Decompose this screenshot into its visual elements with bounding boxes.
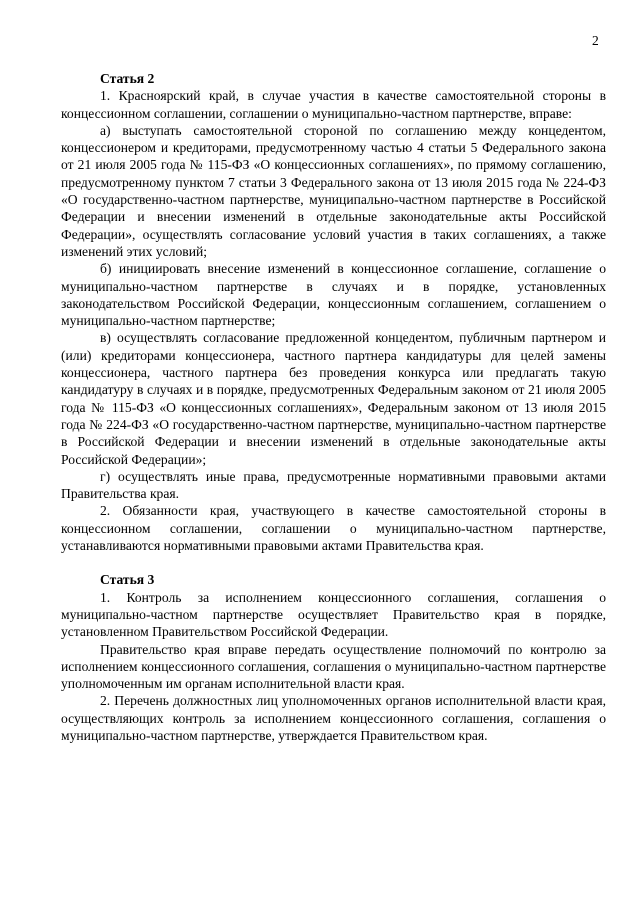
section-gap <box>61 554 606 571</box>
document-body <box>61 70 606 744</box>
article-2-item-g: г) осуществлять иные права, предусмотренные нормативными правовыми актами Правительства края. <box>61 468 606 502</box>
article-3-paragraph-delegation: Правительство края вправе передать осуществление полномочий по контролю за исполнением концессионного соглашения, соглашения о муниципально-частном партнерстве уполномоченным им органам исполнительной власти края. <box>61 641 606 692</box>
article-2-item-b: б) инициировать внесение изменений в концессионное соглашение, соглашение о муниципально-частном партнерстве в случаях и в порядке, установленных законодательством Российской Федерации, концессионным соглашением, соглашением о муниципально-частном партнерстве; <box>61 261 606 329</box>
article-3-paragraph-2: 2. Перечень должностных лиц уполномоченных органов исполнительной власти края, осуществляющих контроль за исполнением концессионного соглашения, соглашения о муниципально-частном партнерстве, утверждается Правительством края. <box>61 693 606 743</box>
article-3-heading: Статья 3 <box>100 572 155 588</box>
page-number: 2 <box>592 33 599 48</box>
article-2-item-a: а) выступать самостоятельной стороной по соглашению между концедентом, концессионером и кредиторами, предусмотренному частью 4 статьи 5 Федерального закона от 21 июля 2005 года № 115-ФЗ «О концессионных соглашениях», по прямому соглашению, предусмотренному пунктом 7 статьи 3 Федерального закона от 13 июля 2015 года № 224-ФЗ «О государственно-частном партнерстве, муниципально-частном партнерстве в Российской Федерации и внесении изменений в отдельные законодательные акты Российской Федерации», осуществлять согласование условий участия в таких соглашениях, а также изменений этих условий; <box>61 122 606 259</box>
article-2-paragraph-1: 1. Красноярский край, в случае участия в качестве самостоятельной стороны в концессионном соглашении, соглашении о муниципально-частном партнерстве, вправе: <box>61 88 606 121</box>
article-2-heading: Статья 2 <box>100 71 155 86</box>
article-2-paragraph-2: 2. Обязанности края, участвующего в качестве самостоятельной стороны в концессионном соглашении, соглашении о муниципально-частном партнерстве, устанавливаются нормативными правовыми актами Правительства края. <box>61 503 606 554</box>
article-2-item-v: в) осуществлять согласование предложенной концедентом, публичным партнером и (или) кредиторами концессионера, частного партнера кандидатуры для целей замены концессионера, частного партнера без проведения конкурса или предлагать такую кандидатуру в случаях и в порядке, предусмотренных Федеральным законом от 21 июля 2005 года № 115-ФЗ «О концессионных соглашениях», Федеральным законом от 13 июля 2015 года № 224-ФЗ «О государственно-частном партнерстве, муниципально-частном партнерстве в Российской Федерации и внесении изменений в отдельные законодательные акты Российской Федерации»; <box>61 330 606 467</box>
article-3-paragraph-1: 1. Контроль за исполнением концессионного соглашения, соглашения о муниципально-частном партнерстве осуществляет Правительство края в порядке, установленном Правительством Российской Федерации. <box>61 589 606 640</box>
